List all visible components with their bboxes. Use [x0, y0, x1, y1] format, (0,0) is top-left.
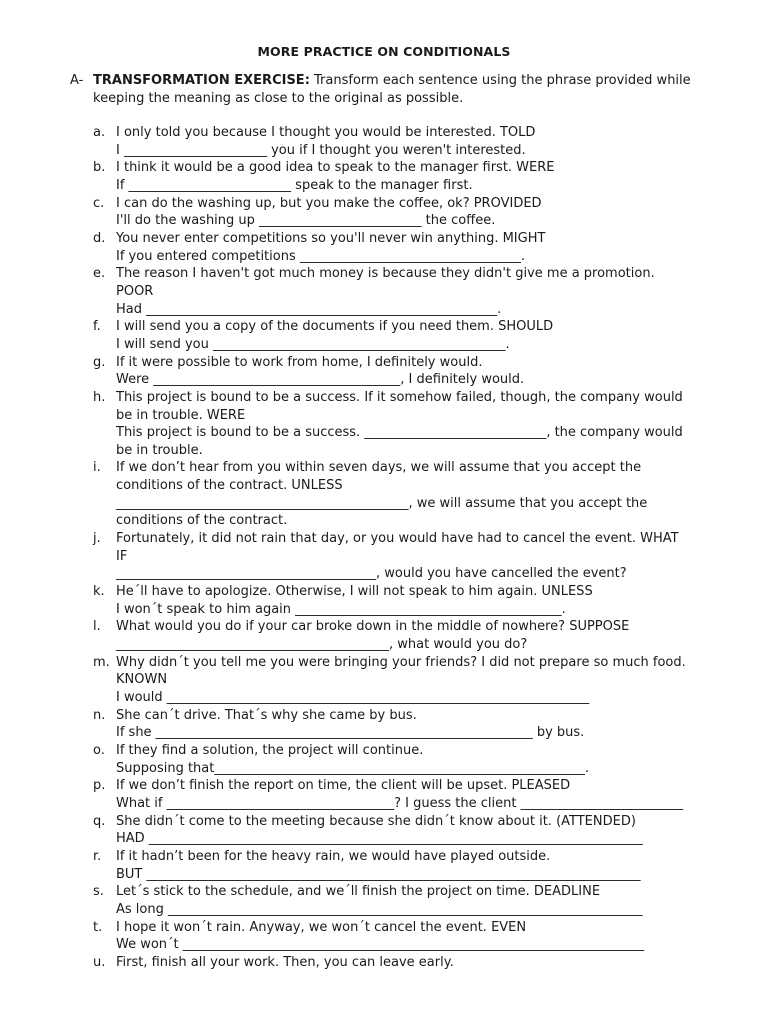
exercise-item: [93, 530, 723, 583]
exercise-label: c.: [93, 195, 105, 211]
exercise-line: __________________________________________, what would you do?: [116, 637, 528, 653]
exercise-item: [93, 354, 723, 389]
exercise-item: [93, 159, 723, 194]
exercise-item: [93, 618, 723, 653]
exercise-line: be in trouble. WERE: [116, 407, 246, 423]
exercise-prompt: I will send you a copy of the documents if you need them. SHOULD: [116, 319, 554, 335]
exercise-label: r.: [93, 848, 102, 864]
exercise-prompt: You never enter competitions so you'll never win anything. MIGHT: [116, 230, 546, 246]
exercise-line: ________________________________________, would you have cancelled the event?: [116, 566, 627, 582]
exercise-line: conditions of the contract. UNLESS: [116, 478, 343, 494]
exercise-item: [93, 848, 723, 883]
exercise-line: _____________________________________________, we will assume that you accept the: [116, 495, 648, 511]
exercise-line: I will send you _____________________________________________.: [116, 336, 510, 352]
exercise-label: a.: [93, 125, 106, 140]
exercise-line: We won´t _______________________________________________________________________: [116, 937, 645, 953]
exercise-item: [93, 389, 723, 460]
exercise-line: I would _________________________________________________________________: [116, 690, 590, 705]
exercise-prompt: I hope it won´t rain. Anyway, we won´t cancel the event. EVEN: [116, 919, 527, 935]
exercise-label: p.: [93, 778, 106, 794]
exercise-item: [93, 883, 723, 918]
exercise-label: j.: [93, 531, 101, 547]
exercise-line: Were ______________________________________, I definitely would.: [116, 372, 525, 388]
exercise-label: m.: [93, 654, 110, 670]
exercise-item: [93, 583, 723, 618]
exercise-label: h.: [93, 389, 106, 405]
exercise-label: n.: [93, 707, 106, 723]
exercise-line: As long _________________________________________________________________________: [116, 901, 643, 917]
exercise-line: If _________________________ speak to the manager first.: [116, 177, 473, 193]
exercise-line: Had ______________________________________________________.: [116, 301, 502, 317]
exercise-line: conditions of the contract.: [116, 513, 288, 529]
exercise-prompt: First, finish all your work. Then, you can leave early.: [116, 954, 454, 970]
exercise-line: HAD ____________________________________________________________________________: [116, 831, 643, 847]
exercise-item: [93, 230, 723, 265]
exercise-label: o.: [93, 742, 105, 758]
exercise-label: k.: [93, 584, 105, 600]
exercise-item: [93, 707, 723, 742]
exercise-prompt: She can´t drive. That´s why she came by bus.: [116, 707, 417, 723]
exercise-prompt: What would you do if your car broke down in the middle of nowhere? SUPPOSE: [116, 619, 630, 635]
exercise-prompt: Let´s stick to the schedule, and we´ll finish the project on time. DEADLINE: [116, 884, 601, 900]
exercise-label: g.: [93, 354, 106, 370]
exercise-line: If she __________________________________________________________ by bus.: [116, 725, 585, 741]
exercise-prompt: If it hadn’t been for the heavy rain, we would have played outside.: [116, 848, 551, 864]
exercise-line: be in trouble.: [116, 442, 203, 458]
exercise-label: u.: [93, 954, 106, 970]
exercise-prompt: This project is bound to be a success. If it somehow failed, though, the company would: [116, 389, 683, 405]
exercise-label: q.: [93, 813, 106, 829]
exercise-line: IF: [116, 548, 128, 564]
exercise-label: d.: [93, 230, 106, 246]
section-heading: TRANSFORMATION EXERCISE:: [93, 73, 310, 88]
exercise-prompt: I can do the washing up, but you make the coffee, ok? PROVIDED: [116, 195, 542, 211]
section-label: A-: [70, 73, 84, 88]
exercise-line: KNOWN: [116, 672, 168, 688]
exercise-prompt: I think it would be a good idea to speak to the manager first. WERE: [116, 160, 555, 176]
exercise-line: If you entered competitions __________________________________.: [116, 248, 525, 264]
exercise-prompt: If they find a solution, the project will continue.: [116, 742, 424, 758]
exercise-label: i.: [93, 460, 101, 476]
exercise-item: [93, 654, 723, 707]
exercise-prompt: Why didn´t you tell me you were bringing your friends? I did not prepare so much food.: [116, 654, 686, 670]
exercise-item: [93, 318, 723, 353]
exercise-item: [93, 954, 723, 972]
exercise-label: l.: [93, 619, 101, 635]
exercise-label: t.: [93, 919, 103, 935]
exercise-prompt: The reason I haven't got much money is because they didn't give me a promotion.: [116, 266, 655, 282]
exercise-prompt: She didn´t come to the meeting because she didn´t know about it. (ATTENDED): [116, 813, 636, 829]
section-instructions: [93, 72, 718, 107]
exercise-label: f.: [93, 319, 101, 335]
exercise-line: Supposing that_________________________________________________________.: [116, 760, 589, 776]
exercise-item: [93, 459, 723, 530]
page-title: MORE PRACTICE ON CONDITIONALS: [257, 44, 511, 59]
exercise-item: [93, 777, 723, 812]
exercise-list: [93, 124, 723, 972]
exercise-prompt: If it were possible to work from home, I definitely would.: [116, 354, 483, 370]
exercise-item: [93, 742, 723, 777]
exercise-prompt: If we don’t hear from you within seven days, we will assume that you accept the: [116, 460, 642, 476]
exercise-prompt: If we don’t finish the report on time, the client will be upset. PLEASED: [116, 778, 571, 794]
exercise-line: I ______________________ you if I thought you weren't interested.: [116, 142, 526, 158]
exercise-line: BUT ____________________________________________________________________________: [116, 866, 641, 882]
exercise-item: [93, 919, 723, 954]
exercise-item: [93, 813, 723, 848]
exercise-item: [93, 195, 723, 230]
exercise-prompt: Fortunately, it did not rain that day, or you would have had to cancel the event. WHAT: [116, 531, 679, 547]
exercise-line: POOR: [116, 283, 154, 299]
exercise-line: This project is bound to be a success. ____________________________, the company would: [116, 425, 683, 441]
exercise-prompt: I only told you because I thought you would be interested. TOLD: [116, 125, 536, 140]
exercise-item: [93, 265, 723, 318]
exercise-label: b.: [93, 160, 106, 176]
exercise-line: I'll do the washing up _________________________ the coffee.: [116, 213, 496, 229]
exercise-label: e.: [93, 266, 106, 282]
exercise-item: [93, 124, 723, 159]
exercise-label: s.: [93, 884, 104, 900]
section-instruction-text: Transform each sentence using the phrase provided while keeping the meaning as close to the original as possible.: [93, 73, 691, 106]
exercise-line: What if ___________________________________? I guess the client _________________________: [116, 795, 684, 811]
exercise-prompt: He´ll have to apologize. Otherwise, I will not speak to him again. UNLESS: [116, 584, 593, 600]
exercise-line: I won´t speak to him again _________________________________________.: [116, 601, 566, 617]
